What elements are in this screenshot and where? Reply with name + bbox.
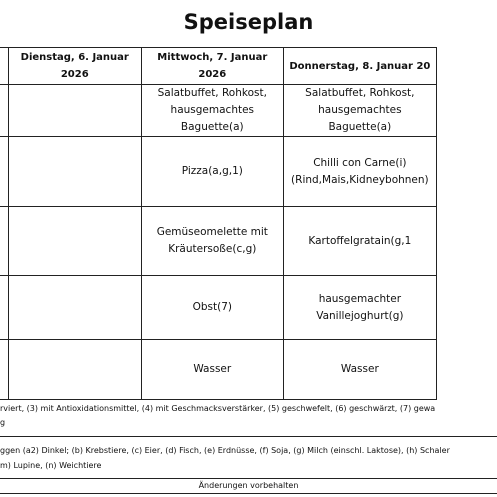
page-title: Speiseplan bbox=[183, 10, 314, 34]
meal-cell bbox=[0, 85, 8, 137]
divider bbox=[0, 478, 497, 479]
meal-cell bbox=[0, 340, 8, 400]
meal-cell bbox=[0, 137, 8, 207]
meal-row-vegetarian bbox=[0, 207, 437, 276]
meal-row-main bbox=[0, 137, 437, 207]
divider bbox=[0, 493, 497, 494]
meal-cell bbox=[8, 340, 141, 400]
meal-cell bbox=[8, 137, 141, 207]
meal-row-starter bbox=[0, 85, 437, 137]
header-row bbox=[0, 48, 437, 85]
meal-cell bbox=[0, 207, 8, 276]
additives-note: rviert, (3) mit Antioxidationsmittel, (4) mit Geschmacksverstärker, (5) geschwefelt, (6) geschwärzt, (7) gewa bbox=[0, 404, 436, 413]
meal-cell: hausgemachter Vanillejoghurt(g) bbox=[283, 276, 436, 340]
additives-note-continued: g bbox=[0, 418, 6, 427]
meal-cell: Chilli con Carne(i) (Rind,Mais,Kidneybohnen) bbox=[283, 137, 436, 207]
menu-table bbox=[0, 47, 437, 400]
meal-row-dessert bbox=[0, 276, 437, 340]
meal-cell: Gemüseomelette mit Kräutersoße(c,g) bbox=[141, 207, 283, 276]
meal-cell: Pizza(a,g,1) bbox=[141, 137, 283, 207]
meal-cell: Obst(7) bbox=[141, 276, 283, 340]
meal-cell: Wasser bbox=[141, 340, 283, 400]
divider bbox=[0, 436, 497, 437]
meal-cell: Salatbuffet, Rohkost, hausgemachtes Baguette(a) bbox=[283, 85, 436, 137]
meal-cell bbox=[0, 276, 8, 340]
meal-cell bbox=[8, 85, 141, 137]
day-header: Mittwoch, 7. Januar 2026 bbox=[141, 48, 283, 85]
allergens-note-continued: m) Lupine, (n) Weichtiere bbox=[0, 461, 102, 470]
meal-row-drink bbox=[0, 340, 437, 400]
meal-cell bbox=[8, 207, 141, 276]
meal-cell bbox=[8, 276, 141, 340]
allergens-note: ggen (a2) Dinkel; (b) Krebstiere, (c) Eier, (d) Fisch, (e) Erdnüsse, (f) Soja, (g) Milch (einschl. Laktose), (h) Schaler bbox=[0, 446, 450, 455]
meal-cell: Salatbuffet, Rohkost, hausgemachtes Baguette(a) bbox=[141, 85, 283, 137]
meal-cell: Kartoffelgratain(g,1 bbox=[283, 207, 436, 276]
footer-note: Änderungen vorbehalten bbox=[198, 481, 299, 490]
meal-cell: Wasser bbox=[283, 340, 436, 400]
day-header: Donnerstag, 8. Januar 20 bbox=[283, 48, 436, 85]
day-header bbox=[0, 48, 8, 85]
day-header: Dienstag, 6. Januar 2026 bbox=[8, 48, 141, 85]
